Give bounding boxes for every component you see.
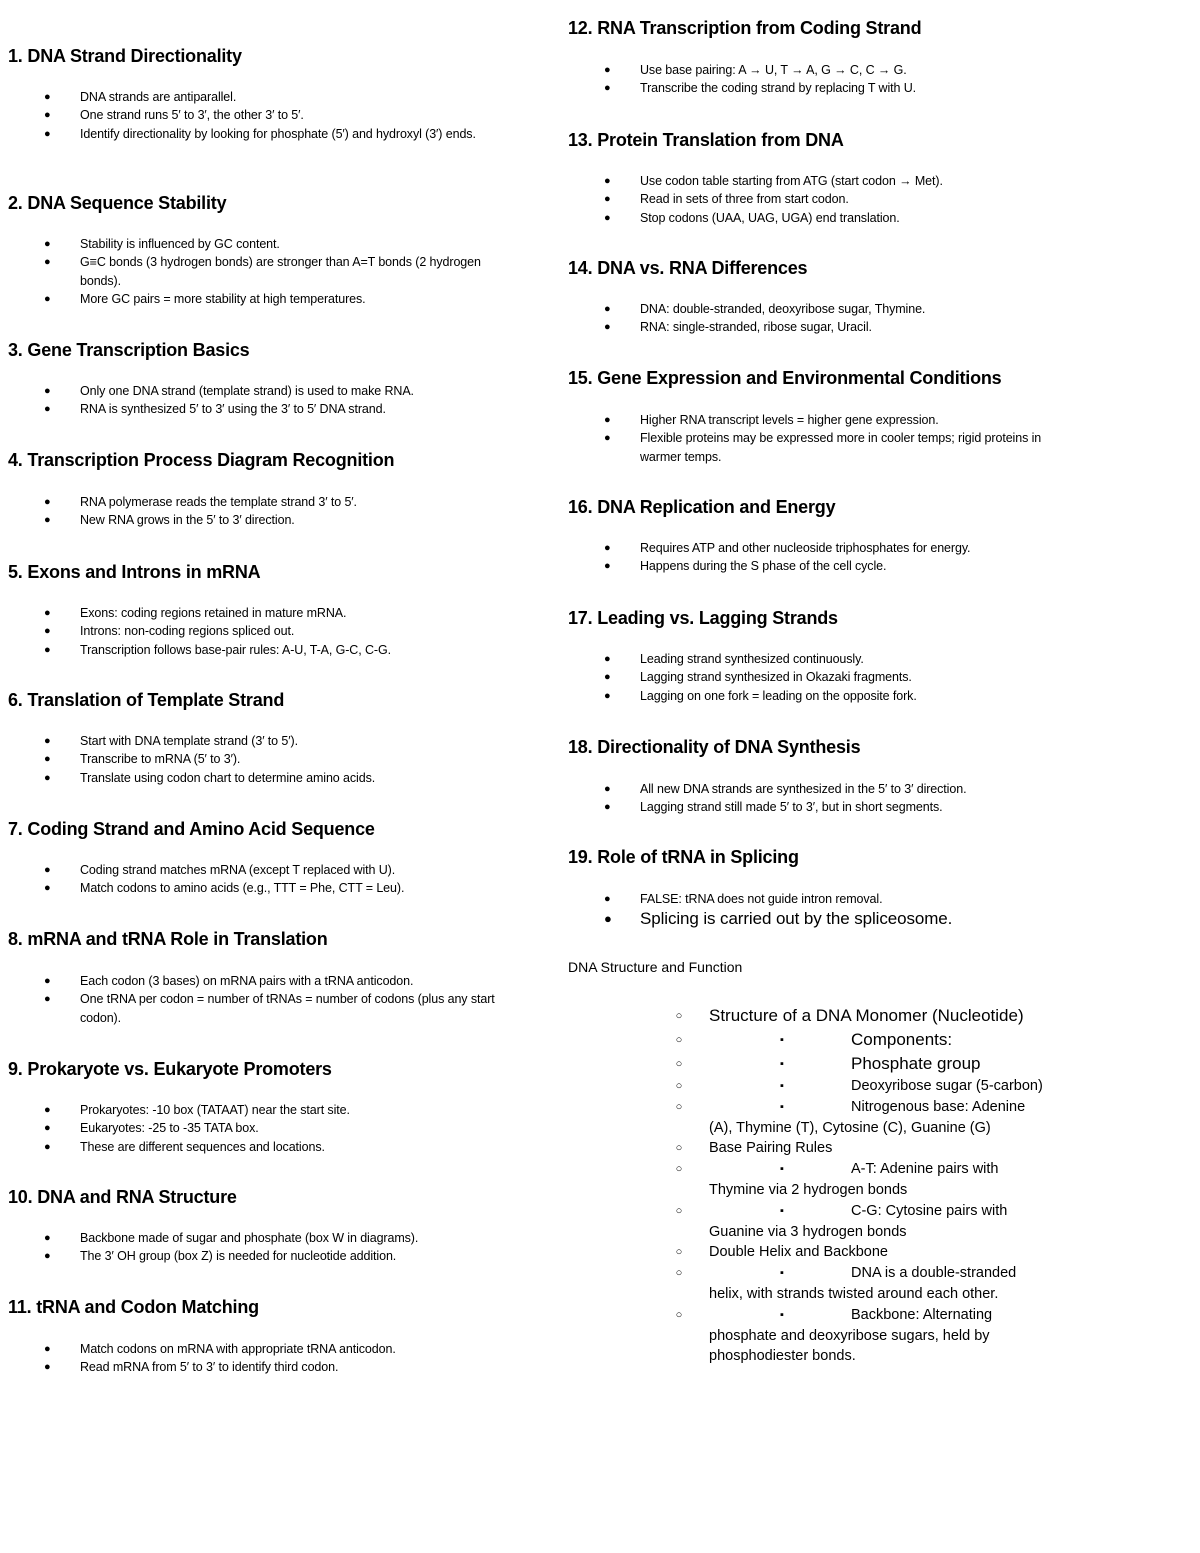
section-title: 16. DNA Replication and Energy (568, 497, 836, 517)
hollow-circle-bullet-icon: ○ (675, 1204, 683, 1217)
list-item: ● Exons: coding regions retained in mature mRNA. (44, 606, 347, 620)
section-18 (568, 735, 966, 817)
list-item: ○ ▪ Backbone: Alternating phosphate and deoxyribose sugars, held by phosphodiester bonds. (672, 1305, 1092, 1367)
list-item: ● Use codon table starting from ATG (start codon → Met). (604, 174, 943, 188)
hollow-circle-bullet-icon: ○ (675, 1034, 683, 1046)
square-bullet-icon: ▪ (780, 1058, 784, 1070)
square-bullet-icon: ▪ (780, 1204, 784, 1217)
section-17 (568, 606, 917, 705)
section-7 (8, 817, 404, 898)
section-10 (8, 1185, 418, 1266)
section-title: 5. Exons and Introns in mRNA (8, 562, 261, 582)
list-item: ● Higher RNA transcript levels = higher gene expression. (604, 413, 939, 427)
list-item: ● Identify directionality by looking for phosphate (5′) and hydroxyl (3′) ends. (44, 126, 476, 141)
list-item: ● Requires ATP and other nucleoside triphosphates for energy. (604, 541, 971, 555)
hollow-circle-bullet-icon: ○ (675, 1058, 683, 1070)
list-item: ● One strand runs 5′ to 3′, the other 3′ to 5′. (44, 108, 304, 123)
hollow-circle-bullet-icon: ○ (675, 1246, 683, 1259)
hollow-circle-bullet-icon: ○ (675, 1142, 683, 1155)
list-item: ● Read in sets of three from start codon. (604, 192, 849, 207)
outline-list (672, 1004, 1092, 1367)
list-item: ● Transcribe to mRNA (5′ to 3′). (44, 752, 241, 767)
hollow-circle-bullet-icon: ○ (675, 1100, 683, 1113)
list-item: ● Lagging strand still made 5′ to 3′, but in short segments. (604, 800, 943, 815)
square-bullet-icon: ▪ (780, 1163, 784, 1176)
hollow-circle-bullet-icon: ○ (675, 1267, 683, 1280)
section-title: 11. tRNA and Codon Matching (8, 1297, 259, 1317)
hollow-circle-bullet-icon: ○ (675, 1163, 683, 1176)
list-item: ● Transcribe the coding strand by replacing T with U. (604, 81, 917, 96)
square-bullet-icon: ▪ (780, 1034, 784, 1046)
list-item: ● RNA: single-stranded, ribose sugar, Uracil. (604, 320, 872, 335)
section-title: 17. Leading vs. Lagging Strands (568, 608, 838, 628)
list-item: ● All new DNA strands are synthesized in the 5′ to 3′ direction. (604, 782, 967, 796)
hollow-circle-bullet-icon: ○ (675, 1308, 683, 1321)
section-12 (568, 16, 921, 98)
list-item: ○ ▪ DNA is a double-stranded helix, with strands twisted around each other. (672, 1263, 1092, 1305)
list-item: ○ ▪ A-T: Adenine pairs with Thymine via 2 hydrogen bonds (672, 1159, 1092, 1201)
list-item: ● Only one DNA strand (template strand) is used to make RNA. (44, 384, 414, 398)
list-item: ● Splicing is carried out by the spliceosome. (604, 909, 953, 929)
section-5 (8, 560, 391, 659)
list-item: ● Lagging on one fork = leading on the opposite fork. (604, 688, 917, 703)
list-item: ● Prokaryotes: -10 box (TATAAT) near the start site. (44, 1103, 350, 1117)
section-16 (568, 495, 970, 576)
hollow-circle-bullet-icon: ○ (675, 1010, 683, 1022)
section-13 (568, 128, 943, 227)
list-item: ● Introns: non-coding regions spliced out. (44, 624, 295, 639)
list-item: ○ Structure of a DNA Monomer (Nucleotide) (672, 1004, 1092, 1028)
square-bullet-icon: ▪ (780, 1267, 784, 1280)
list-item: ● Backbone made of sugar and phosphate (box W in diagrams). (44, 1231, 419, 1245)
section-title: 7. Coding Strand and Amino Acid Sequence (8, 819, 375, 839)
list-item: ● Match codons on mRNA with appropriate tRNA anticodon. (44, 1342, 396, 1356)
list-item: ● Flexible proteins may be expressed more in cooler temps; rigid proteins in warmer temps. (604, 431, 1042, 464)
section-title: 19. Role of tRNA in Splicing (568, 847, 799, 867)
section-title: 15. Gene Expression and Environmental Conditions (568, 368, 1002, 388)
section-title: 9. Prokaryote vs. Eukaryote Promoters (8, 1059, 332, 1079)
list-item: ● Happens during the S phase of the cell cycle. (604, 559, 887, 574)
section-19 (568, 845, 952, 930)
list-item: ● DNA: double-stranded, deoxyribose sugar, Thymine. (604, 302, 926, 316)
list-item: ○ ▪ Deoxyribose sugar (5-carbon) (672, 1076, 1092, 1097)
list-item: ● Each codon (3 bases) on mRNA pairs with a tRNA anticodon. (44, 974, 414, 988)
list-item: ● Eukaryotes: -25 to -35 TATA box. (44, 1121, 259, 1136)
square-bullet-icon: ▪ (780, 1100, 784, 1113)
section-1 (8, 44, 500, 143)
section-15 (568, 366, 1070, 466)
square-bullet-icon: ▪ (780, 1080, 784, 1092)
section-title: 4. Transcription Process Diagram Recognition (8, 450, 395, 470)
section-11 (8, 1295, 396, 1377)
list-item: ○ Base Pairing Rules (672, 1138, 1092, 1159)
list-item: ● The 3′ OH group (box Z) is needed for nucleotide addition. (44, 1249, 397, 1264)
list-item: ○ ▪ Nitrogenous base: Adenine (A), Thymine (T), Cytosine (C), Guanine (G) (672, 1097, 1092, 1139)
section-title: 2. DNA Sequence Stability (8, 193, 227, 213)
list-item: ● RNA polymerase reads the template strand 3′ to 5′. (44, 495, 357, 509)
list-item: ○ ▪ Components: (672, 1028, 1092, 1052)
list-item: ● Stop codons (UAA, UAG, UGA) end translation. (604, 210, 900, 225)
list-item: ● Coding strand matches mRNA (except T replaced with U). (44, 863, 396, 877)
list-item: ● Use base pairing: A → U, T → A, G → C, C → G. (604, 63, 907, 77)
list-item: ● Leading strand synthesized continuously. (604, 652, 864, 666)
list-item: ● Transcription follows base-pair rules: A-U, T-A, G-C, C-G. (44, 642, 391, 657)
list-item: ● These are different sequences and locations. (44, 1139, 325, 1154)
list-item: ● Match codons to amino acids (e.g., TTT = Phe, CTT = Leu). (44, 881, 405, 896)
section-title: 14. DNA vs. RNA Differences (568, 258, 808, 278)
section-title: 8. mRNA and tRNA Role in Translation (8, 929, 328, 949)
list-item: ● DNA strands are antiparallel. (44, 90, 237, 104)
section-title: 10. DNA and RNA Structure (8, 1187, 237, 1207)
square-bullet-icon: ▪ (780, 1308, 784, 1321)
list-item: ● New RNA grows in the 5′ to 3′ direction. (44, 513, 295, 528)
list-item: ○ Double Helix and Backbone (672, 1242, 1092, 1263)
section-title: 6. Translation of Template Strand (8, 690, 285, 710)
section-title: 18. Directionality of DNA Synthesis (568, 737, 861, 757)
section-title: 1. DNA Strand Directionality (8, 46, 242, 66)
list-item: ● Read mRNA from 5′ to 3′ to identify third codon. (44, 1360, 339, 1375)
hollow-circle-bullet-icon: ○ (675, 1080, 683, 1092)
section-title: 12. RNA Transcription from Coding Strand (568, 18, 922, 38)
section-title: 3. Gene Transcription Basics (8, 340, 250, 360)
list-item: ○ ▪ C-G: Cytosine pairs with Guanine via 3 hydrogen bonds (672, 1201, 1092, 1243)
section-2 (8, 191, 490, 309)
subheading: DNA Structure and Function (568, 959, 743, 975)
section-14 (568, 256, 925, 337)
section-8 (8, 927, 500, 1027)
section-9 (8, 1057, 350, 1156)
section-title: 13. Protein Translation from DNA (568, 130, 844, 150)
list-item: ● Stability is influenced by GC content. (44, 237, 280, 251)
list-item: ● Translate using codon chart to determine amino acids. (44, 770, 376, 785)
list-item: ● G≡C bonds (3 hydrogen bonds) are stronger than A=T bonds (2 hydrogen bonds). (44, 255, 481, 288)
list-item: ● Start with DNA template strand (3′ to 5′). (44, 734, 298, 748)
list-item: ● One tRNA per codon = number of tRNAs = number of codons (plus any start codon). (44, 992, 495, 1025)
list-item: ● More GC pairs = more stability at high temperatures. (44, 292, 366, 307)
section-4 (8, 448, 394, 530)
section-6 (8, 688, 375, 787)
section-3 (8, 338, 414, 419)
list-item: ○ ▪ Phosphate group (672, 1052, 1092, 1076)
list-item: ● Lagging strand synthesized in Okazaki fragments. (604, 670, 912, 685)
list-item: ● FALSE: tRNA does not guide intron removal. (604, 892, 883, 906)
list-item: ● RNA is synthesized 5′ to 3′ using the 3′ to 5′ DNA strand. (44, 402, 386, 417)
